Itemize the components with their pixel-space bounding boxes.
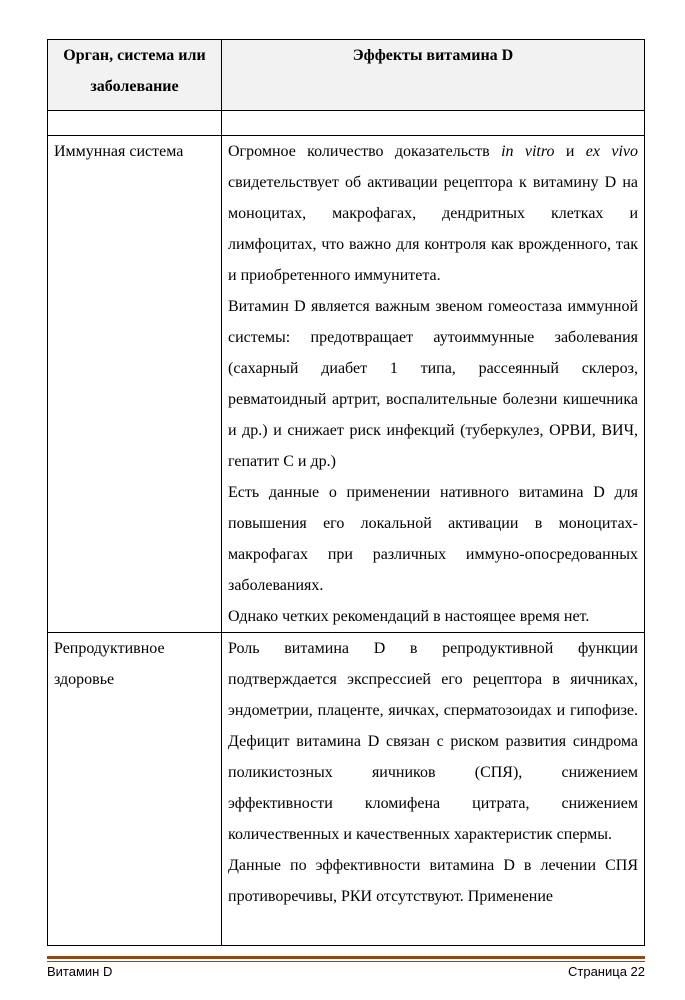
footer-divider [47,956,645,959]
page-number: Страница 22 [568,964,645,979]
paragraph: Огромное количество доказательств in vitro и ex vivo свидетельствует об активации рецептора к витамину D на моноцитах, макрофагах, дендритных клетках и лимфоцитах, что важно для контроля как врожденного, так и приобретенного иммунитета. [228,143,638,284]
paragraph: Роль витамина D в репродуктивной функции подтверждается экспрессией его рецептора в яичниках, эндометрии, плаценте, яичках, сперматозоидах и гипофизе. Дефицит витамина D связан с риском развития синдрома поликистозных яичников (СПЯ), снижением эффективности кломифена цитрата, снижением количественных и качественных характеристик спермы. [228,640,638,843]
table-blank-row [48,111,645,136]
header-organ: Орган, система или заболевание [48,40,222,111]
footer-divider [47,961,645,962]
paragraph: Витамин D является важным звеном гомеостаза иммунной системы: предотвращает аутоиммунные заболевания (сахарный диабет 1 типа, рассеянный склероз, ревматоидный артрит, воспалительные болезни кишечника и др.) и снижает риск инфекций (туберкулез, ОРВИ, ВИЧ, гепатит С и др.) [228,298,638,470]
paragraph: Есть данные о применении нативного витамина D для повышения его локальной активации в моноцитах-макрофагах при различных иммуно-опосредованных заболеваниях. [228,484,638,594]
effects-cell [222,136,645,633]
organ-cell: Репродуктивное здоровье [48,633,222,946]
footer-title: Витамин D [47,964,113,979]
table-row [48,633,645,946]
table-header-row [48,40,645,111]
paragraph: Однако четких рекомендаций в настоящее время нет. [228,608,590,625]
paragraph: Данные по эффективности витамина D в лечении СПЯ противоречивы, РКИ отсутствуют. Применение [228,857,638,905]
header-effects: Эффекты витамина D [222,40,645,111]
vitamin-d-effects-table [47,39,645,946]
organ-cell: Иммунная система [48,136,222,633]
page-footer [47,964,645,979]
table-row [48,136,645,633]
effects-cell [222,633,645,946]
